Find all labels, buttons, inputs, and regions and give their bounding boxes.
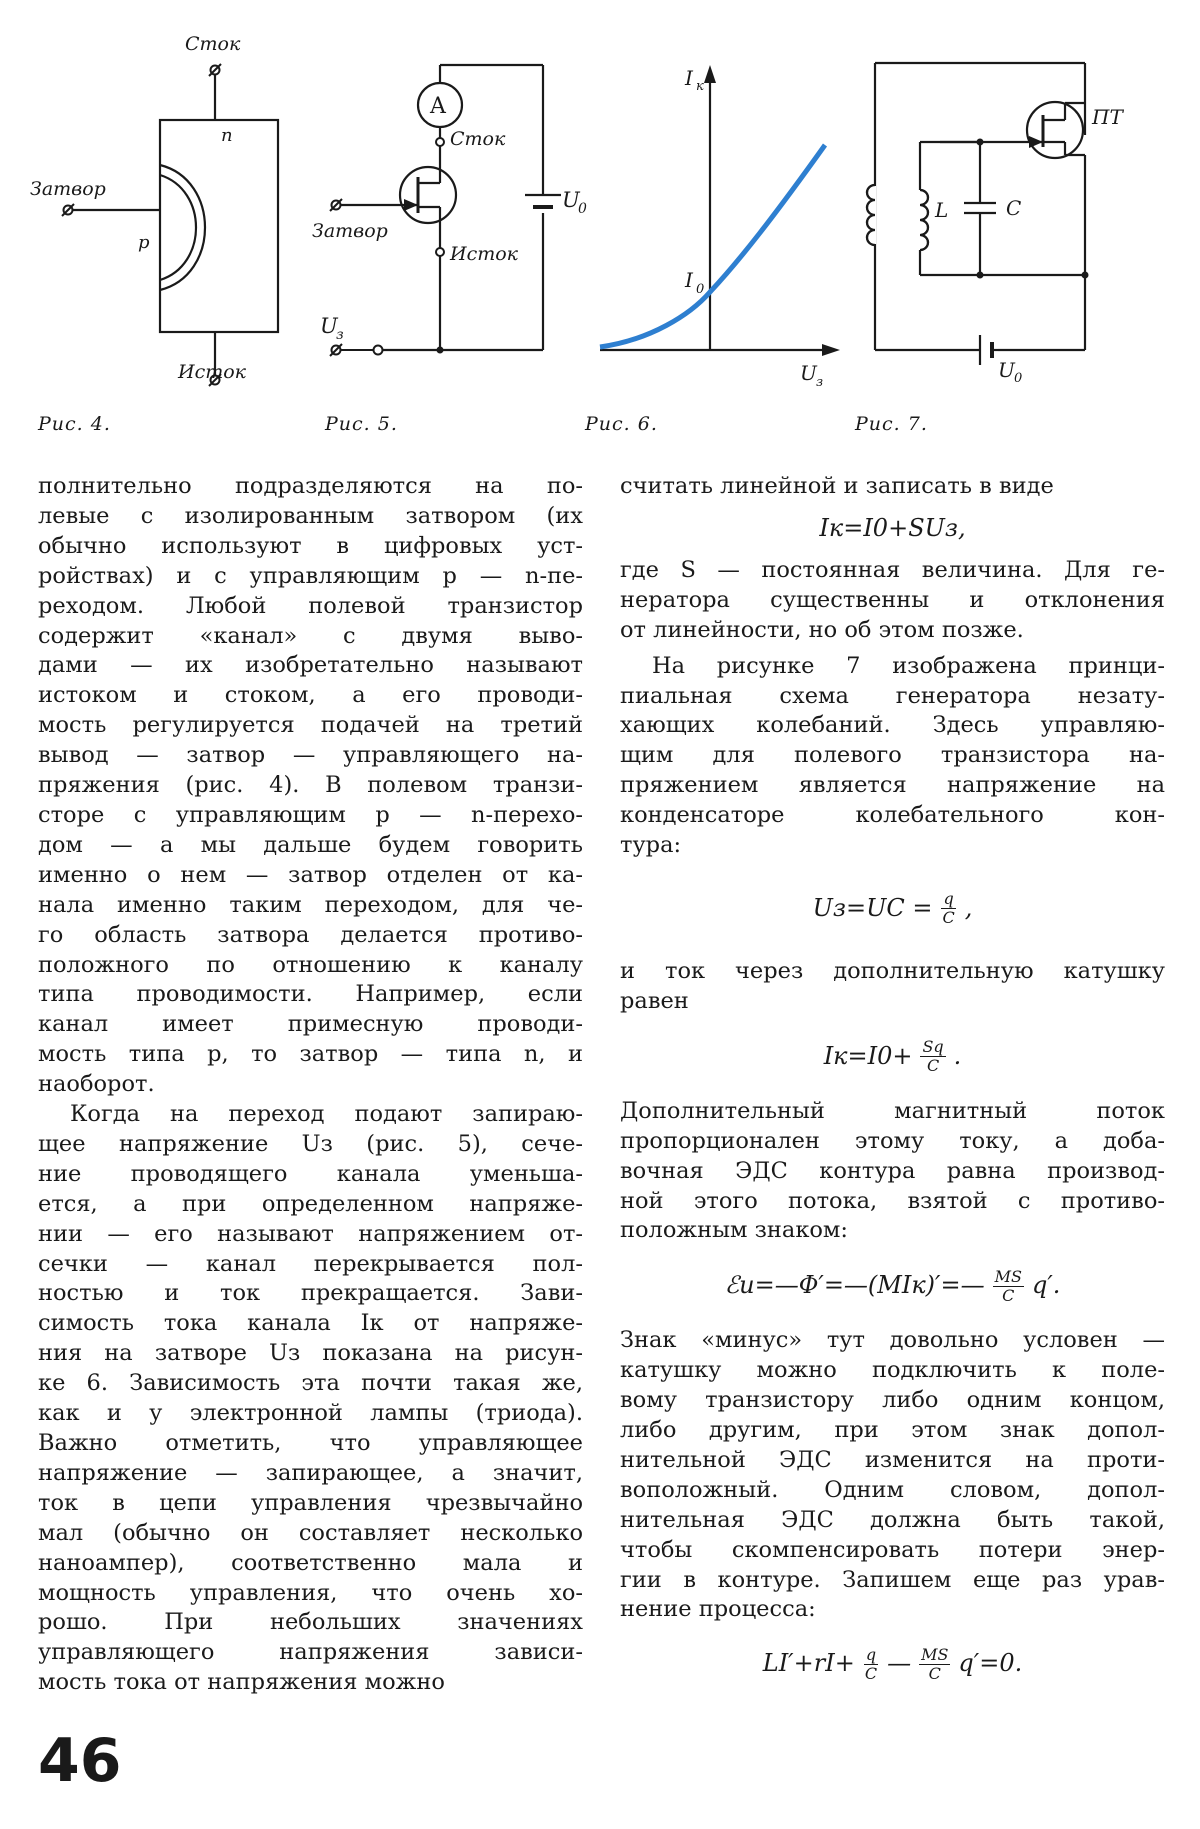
fig4-label-n: n [221,125,233,146]
text-line: мость типа p, то затвор — типа n, и [38,1041,583,1068]
equation-5-den1: C [864,1663,878,1683]
equation-5-fraction-1 [863,1646,879,1683]
text-line: от линейности, но об этом позже. [620,616,1024,643]
text-line: содержит «канал» с двумя выво- [38,622,583,649]
text-line: ройствах) и с управляющим p — n-пе- [38,562,583,589]
left-paragraph-1 [38,472,583,1100]
text-line: ке 6. Зависимость эта почти такая же, [38,1370,583,1397]
equation-3-fraction [920,1038,945,1075]
fig6-label-x-sub: з [816,375,824,390]
equation-2-num: q [943,889,954,909]
fig6-label-y: I [685,66,693,90]
fig5-label-drain: Сток [450,128,506,150]
fig7-label-u0: U [998,358,1015,382]
text-line: нительной ЭДС изменится на проти- [620,1446,1165,1473]
text-line: конденсаторе колебательного кон- [620,802,1165,829]
text-line: положным знаком: [620,1217,849,1244]
text-line: типа проводимости. Например, если [38,981,583,1008]
equation-5-num2: MS [921,1644,949,1664]
text-line: го область затвора делается противо- [38,921,583,948]
figure-5 [300,45,600,385]
text-line: реходом. Любой полевой транзистор [38,592,583,619]
text-line: ется, а при определенном напряже- [38,1190,583,1217]
right-paragraph-2 [620,556,1165,646]
fig4-label-drain: Сток [185,33,241,55]
text-line: канал имеет примесную проводи- [38,1011,583,1038]
figure-7-diagram [860,55,1160,385]
right-paragraph-1 [620,472,1165,502]
text-line: наноампер), соответственно мала и [38,1549,583,1576]
text-line: мость тока от напряжения можно [38,1669,445,1696]
text-line: тура: [620,832,682,859]
text-line: ток в цепи управления чрезвычайно [38,1489,583,1516]
text-line: обычно используют в цифровых уст- [38,532,583,559]
text-line: Знак «минус» тут довольно условен — [620,1327,1165,1354]
text-line: гии в контуре. Запишем еще раз урав- [620,1566,1165,1593]
text-line: напряжение — запирающее, а значит, [38,1459,583,1486]
equation-2-fraction [940,890,956,927]
text-line: нительная ЭДС должна быть такой, [620,1506,1165,1533]
fig5-label-source: Исток [450,243,519,265]
fig5-label-gate: Затвор [312,220,388,242]
text-line: истоком и стоком, а его проводи- [38,682,583,709]
text-line: щим для полевого транзистора на- [620,742,1165,769]
equation-2-tail: , [964,894,973,923]
equation-1-text: Iк=I0+SUз, [819,513,966,542]
figure-4-diagram [20,20,290,390]
text-line: вывод — затвор — управляющего на- [38,742,583,769]
text-line: управляющего напряжения зависи- [38,1639,583,1666]
fig5-label-u0: U [562,188,580,212]
text-line: вочная ЭДС контура равна производ- [620,1157,1165,1184]
equation-2-lhs: Uз=UC = [812,894,933,923]
fig6-label-y-sub: к [696,79,704,94]
figure-5-diagram [300,45,600,385]
fig4-label-p: p [138,232,150,253]
equation-5-part1: LI′+rI+ [762,1649,855,1678]
figure-7 [860,55,1160,385]
equation-5-num1: q [865,1644,877,1664]
text-line: На рисунке 7 изображена принци- [652,652,1165,679]
equation-5-den2: C [928,1663,941,1683]
text-line: ной этого потока, взятой с противо- [620,1187,1165,1214]
fig4-label-gate: Затвор [30,178,106,200]
fig5-label-u0-sub: 0 [578,201,587,217]
fig6-label-i0: I [685,268,693,292]
text-line: чтобы скомпенсировать потери энер- [620,1536,1165,1563]
text-line: нение процесса: [620,1596,816,1623]
text-line: пиальная схема генератора незату- [620,682,1165,709]
text-line: мость регулируется подачей на третий [38,712,583,739]
fig7-label-u0-sub: 0 [1014,371,1023,385]
text-line: катушку можно подключить к поле- [620,1357,1165,1384]
fig5-caption: Рис. 5. [325,413,398,435]
text-line: нератора существенны и отклонения [620,586,1165,613]
fig7-label-transistor: ПТ [1092,105,1123,129]
figure-6 [590,55,850,395]
equation-5-fraction-2 [919,1646,950,1683]
text-line: дом — а мы дальше будем говорить [38,831,583,858]
right-paragraph-5 [620,1097,1165,1247]
text-line: либо другим, при этом знак допол- [620,1417,1165,1444]
fig4-label-source: Исток [178,361,247,383]
equation-3-den: C [926,1056,940,1076]
text-line: мощность управления, что очень хо- [38,1579,583,1606]
fig6-label-i0-sub: 0 [696,282,705,297]
text-line: пряжения (рис. 4). В полевом транзи- [38,772,583,799]
equation-3 [620,1017,1165,1097]
fig5-ammeter-label: A [430,94,446,119]
text-line: ние проводящего канала уменьша- [38,1160,583,1187]
equation-4-fraction [993,1268,1024,1305]
equation-1 [620,502,1165,556]
text-line: Когда на переход подают запираю- [70,1101,583,1128]
equation-4 [620,1246,1165,1326]
text-line: пропорционален этому току, а доба- [620,1127,1165,1154]
text-line: вому транзистору либо одним концом, [620,1387,1165,1414]
text-line: дами — их изобретательно называют [38,652,583,679]
equation-4-den: C [1002,1285,1015,1305]
text-line: равен [620,987,689,1014]
text-line: рошо. При небольших значениях [38,1609,583,1636]
equation-3-num: Sq [922,1037,944,1057]
text-line: нала именно таким переходом, для че- [38,891,583,918]
fig6-label-x: U [800,361,817,385]
right-paragraph-4 [620,957,1165,1017]
right-paragraph-3 [620,652,1165,861]
text-line: сторе с управляющим p — n-перехо- [38,801,583,828]
text-line: считать линейной и записать в виде [620,473,1054,499]
figure-4 [20,20,290,390]
figure-6-chart [590,55,850,395]
text-line: ния на затворе Uз показана на рисун- [38,1340,583,1367]
text-line: полнительно подразделяются на по- [38,473,583,499]
text-line: воположный. Одним словом, допол- [620,1476,1165,1503]
right-paragraph-6 [620,1326,1165,1625]
equation-3-tail: . [953,1041,962,1070]
equation-2-den: C [942,908,955,928]
text-line: нии — его называют напряжением от- [38,1220,583,1247]
equation-4-lhs: ℰи=—Φ′=—(MIк)′=— [724,1271,985,1300]
text-line: хающих колебаний. Здесь управляю- [620,712,1165,739]
equation-5-tail: q′=0. [958,1649,1023,1678]
text-line: сечки — канал перекрывается пол- [38,1250,583,1277]
equation-5-part2: — [887,1649,912,1678]
equation-4-tail: q′. [1031,1271,1061,1300]
text-line: мал (обычно он составляет несколько [38,1519,583,1546]
text-line: пряжением является напряжение на [620,772,1165,799]
text-line: именно о нем — затвор отделен от ка- [38,861,583,888]
text-line: и ток через дополнительную катушку [620,957,1165,984]
fig6-current-curve [600,145,825,347]
text-line: где S — постоянная величина. Для ге- [620,556,1165,583]
left-column [38,472,583,1698]
fig5-label-ug: U [320,314,338,338]
right-column [620,472,1165,1703]
fig7-caption: Рис. 7. [855,413,928,435]
text-line: симость тока канала Iк от напряже- [38,1310,583,1337]
left-paragraph-2 [38,1100,583,1698]
fig7-label-capacitor: C [1006,196,1022,220]
text-line: щее напряжение Uз (рис. 5), сече- [38,1130,583,1157]
text-line: как и у электронной лампы (триода). [38,1400,583,1427]
fig6-caption: Рис. 6. [585,413,658,435]
equation-3-lhs: Iк=I0+ [823,1041,913,1070]
text-line: Важно отметить, что управляющее [38,1430,583,1456]
text-line: Дополнительный магнитный поток [620,1097,1165,1124]
text-line: положного по отношению к каналу [38,951,583,978]
text-line: левые с изолированным затвором (их [38,502,583,529]
equation-2 [620,861,1165,957]
text-line: ностью и ток прекращается. Зави- [38,1280,583,1307]
text-line: наоборот. [38,1071,155,1098]
equation-5 [620,1625,1165,1703]
fig4-caption: Рис. 4. [38,413,111,435]
page-number: 46 [38,1726,122,1796]
fig5-label-ug-sub: з [336,327,344,343]
equation-4-num: MS [994,1266,1022,1286]
fig7-label-inductor: L [935,198,949,222]
